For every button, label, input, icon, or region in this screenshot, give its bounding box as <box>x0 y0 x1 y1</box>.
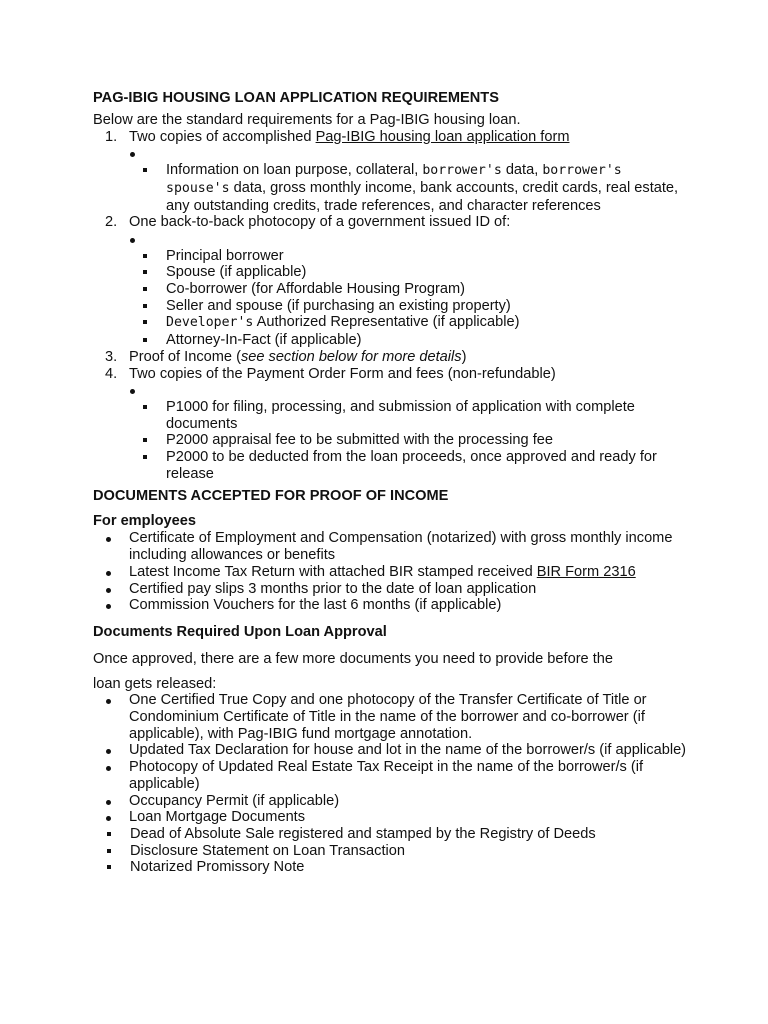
intro-text: Below are the standard requirements for a Pag-IBIG housing loan. <box>93 112 521 128</box>
list-item: Co-borrower (for Affordable Housing Program) <box>129 281 693 298</box>
requirements-list <box>93 129 693 483</box>
application-form-link[interactable]: Pag-IBIG housing loan application form <box>315 128 570 145</box>
empty-bullet <box>129 231 693 248</box>
list-item: Loan Mortgage Documents Dead of Absolute Sale registered and stamped by the Registry of Deeds Disclosure Statement on Loan Transaction Notarized Promissory Note <box>93 809 693 876</box>
list-item: Dead of Absolute Sale registered and stamped by the Registry of Deeds <box>93 826 693 843</box>
list-item: Disclosure Statement on Loan Transaction <box>93 843 693 860</box>
list-item: Updated Tax Declaration for house and lot in the name of the borrower/s (if applicable) <box>93 742 693 759</box>
list-item: Certificate of Employment and Compensation (notarized) with gross monthly income including allowances or benefits <box>93 530 693 563</box>
requirement-1-details <box>129 162 693 214</box>
requirement-1-number: 1. <box>105 128 118 145</box>
list-item: P1000 for filing, processing, and submission of application with complete documents <box>129 399 693 432</box>
list-item: Principal borrower <box>129 248 693 265</box>
empty-bullet <box>129 145 693 162</box>
requirement-4-number: 4. <box>105 365 118 382</box>
requirement-4 <box>93 366 693 483</box>
employees-heading: For employees <box>93 513 197 530</box>
list-item: Spouse (if applicable) <box>129 264 693 281</box>
fees-list <box>129 399 693 483</box>
requirement-4-sublist <box>129 382 693 399</box>
requirement-4-text: Two copies of the Payment Order Form and fees (non-refundable) <box>129 365 556 382</box>
proof-of-income-list <box>93 530 693 614</box>
approval-documents-list <box>93 692 693 876</box>
proof-of-income-heading: DOCUMENTS ACCEPTED FOR PROOF OF INCOME <box>93 488 449 505</box>
requirement-1-text: Two copies of accomplished <box>129 128 316 145</box>
requirement-2-number: 2. <box>105 214 118 231</box>
requirement-2-text: One back-to-back photocopy of a government issued ID of: <box>129 214 511 231</box>
requirement-3-number: 3. <box>105 348 118 365</box>
requirement-1-sublist <box>129 145 693 162</box>
list-item: Photocopy of Updated Real Estate Tax Receipt in the name of the borrower/s (if applicable) <box>93 759 693 792</box>
list-item: Attorney-In-Fact (if applicable) <box>129 332 693 349</box>
mortgage-documents-list <box>93 826 693 876</box>
list-item: P2000 to be deducted from the loan proceeds, once approved and ready for release <box>129 449 693 482</box>
requirement-2 <box>93 214 693 349</box>
list-item: Information on loan purpose, collateral, borrower's data, borrower's spouse's data, gross monthly income, bank accounts, credit cards, real estate, any outstanding credits, trade references, and character references <box>129 162 693 214</box>
bir-form-link[interactable]: BIR Form 2316 <box>536 563 636 580</box>
list-item: One Certified True Copy and one photocopy of the Transfer Certificate of Title or Condominium Certificate of Title in the name of the borrower and co-borrower (if applicable), with Pag-IBIG fund mortgage annotation. <box>93 692 693 742</box>
requirement-2-sublist <box>129 231 693 248</box>
requirement-3: 3. Proof of Income (see section below for more details) <box>105 348 467 365</box>
id-holders-list <box>129 248 693 349</box>
approval-intro-line-1: Once approved, there are a few more documents you need to provide before the <box>93 650 614 667</box>
list-item: Occupancy Permit (if applicable) <box>93 793 693 810</box>
list-item: Latest Income Tax Return with attached BIR stamped received BIR Form 2316 <box>93 564 693 581</box>
approval-intro-line-2: loan gets released: <box>93 675 217 692</box>
empty-bullet <box>129 382 693 399</box>
requirement-1 <box>93 129 693 215</box>
document-page <box>93 90 693 876</box>
list-item: P2000 appraisal fee to be submitted with the processing fee <box>129 432 693 449</box>
list-item: Commission Vouchers for the last 6 months (if applicable) <box>93 597 693 614</box>
list-item: Notarized Promissory Note <box>93 859 693 876</box>
list-item: Certified pay slips 3 months prior to the date of loan application <box>93 581 693 598</box>
loan-approval-heading: Documents Required Upon Loan Approval <box>93 623 387 640</box>
list-item: Seller and spouse (if purchasing an existing property) <box>129 298 693 315</box>
list-item: Developer's Authorized Representative (if applicable) <box>129 314 693 332</box>
page-title: PAG-IBIG HOUSING LOAN APPLICATION REQUIREMENTS <box>93 90 499 106</box>
